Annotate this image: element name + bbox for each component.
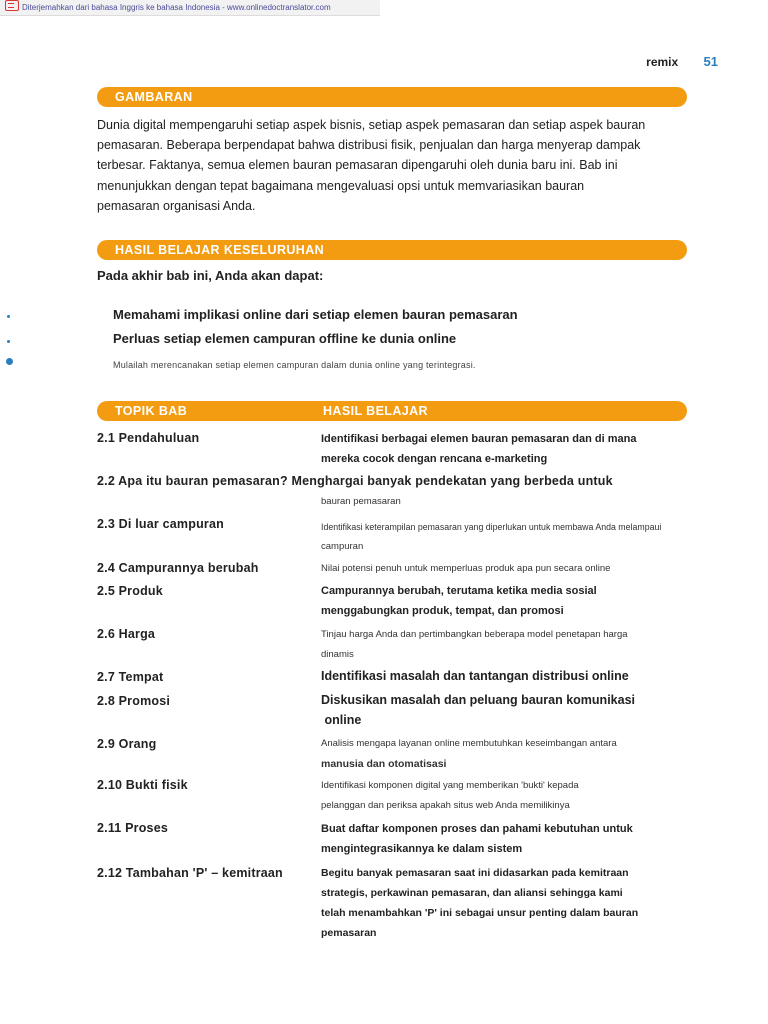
page-header: [646, 54, 718, 69]
topic-outcome-line: Diskusikan masalah dan peluang bauran komunikasi: [321, 693, 635, 707]
topic-outcome-line: bauran pemasaran: [321, 496, 401, 507]
topic-outcome-line: dinamis: [321, 649, 354, 660]
topic-title: 2.7 Tempat: [97, 670, 164, 684]
topic-outcome-line: menggabungkan produk, tempat, dan promosi: [321, 605, 564, 617]
topic-outcome: [321, 666, 691, 686]
page-number: 51: [703, 54, 718, 69]
section-title-outcomes: HASIL BELAJAR KESELURUHAN: [115, 243, 325, 257]
translator-banner[interactable]: [0, 0, 380, 16]
header-word: remix: [646, 55, 679, 69]
topic-outcome-line: Identifikasi keterampilan pemasaran yang diperlukan untuk membawa Anda melampaui: [321, 522, 662, 532]
section-title-topics: TOPIK BAB: [115, 404, 188, 418]
topic-outcome-line: mereka cocok dengan rencana e-marketing: [321, 453, 548, 465]
section-bar-topics: [97, 401, 687, 421]
bullet-dot: [6, 358, 13, 365]
topic-title: 2.9 Orang: [97, 737, 157, 751]
topic-title: 2.4 Campurannya berubah: [97, 561, 259, 575]
overview-line: terbesar. Faktanya, semua elemen bauran pemasaran dipengaruhi oleh dunia baru ini. Bab ini: [97, 158, 618, 173]
topic-outcome: [321, 559, 691, 579]
topic-outcome-line: pemasaran: [321, 927, 377, 939]
topic-outcome: [321, 517, 691, 557]
topic-title: 2.6 Harga: [97, 627, 156, 641]
topic-outcome-line: Tinjau harga Anda dan pertimbangkan beberapa model penetapan harga: [321, 629, 628, 640]
topic-outcome: [321, 734, 691, 774]
objective-item: Mulailah merencanakan setiap elemen campuran dalam dunia online yang terintegrasi.: [113, 360, 476, 370]
topic-outcome-line: strategis, perkawinan pemasaran, dan aliansi sehingga kami: [321, 887, 623, 899]
topic-outcome-line: online: [321, 713, 362, 727]
topic-outcome-line: Campurannya berubah, terutama ketika media sosial: [321, 585, 597, 597]
topic-outcome-line: Buat daftar komponen proses dan pahami kebutuhan untuk: [321, 823, 633, 835]
section-bar-outcomes: [97, 240, 687, 260]
outcomes-intro: Pada akhir bab ini, Anda akan dapat:: [97, 268, 324, 283]
section-bar-overview: [97, 87, 687, 107]
topic-outcome: [321, 625, 691, 665]
topic-outcome-line: Identifikasi berbagai elemen bauran pemasaran dan di mana: [321, 433, 637, 445]
topic-outcome-line: telah menambahkan 'P' ini sebagai unsur penting dalam bauran: [321, 907, 639, 919]
topic-outcome: [321, 429, 691, 469]
objective-item: Memahami implikasi online dari setiap elemen bauran pemasaran: [113, 307, 518, 322]
bullet-dot: [7, 340, 10, 343]
translator-banner-text: Diterjemahkan dari bahasa Inggris ke bahasa Indonesia - www.onlinedoctranslator.com: [22, 3, 331, 12]
topic-outcome-line: mengintegrasikannya ke dalam sistem: [321, 843, 523, 855]
topic-outcome: [321, 819, 691, 859]
topic-outcome-line: Begitu banyak pemasaran saat ini didasarkan pada kemitraan: [321, 867, 629, 879]
topic-outcome-line: Identifikasi masalah dan tantangan distribusi online: [321, 669, 629, 683]
section-title-learning: HASIL BELAJAR: [323, 404, 428, 418]
overview-line: pemasaran. Beberapa berpendapat bahwa distribusi fisik, penjualan dan harga menyerap dampak: [97, 138, 641, 153]
topic-title: 2.1 Pendahuluan: [97, 431, 200, 445]
topic-title: 2.5 Produk: [97, 584, 163, 598]
topic-title: 2.12 Tambahan 'P' – kemitraan: [97, 866, 283, 880]
topic-outcome: [321, 581, 691, 621]
topic-outcome-line: Analisis mengapa layanan online membutuhkan keseimbangan antara: [321, 738, 617, 749]
overview-line: menunjukkan dengan tepat bagaimana mengevaluasi opsi untuk memvariasikan bauran: [97, 178, 585, 193]
topic-outcome: [321, 863, 691, 943]
section-title-overview: GAMBARAN: [115, 90, 193, 104]
overview-line: pemasaran organisasi Anda.: [97, 198, 256, 213]
topic-title: 2.11 Proses: [97, 821, 169, 835]
topic-outcome-line: pelanggan dan periksa apakah situs web Anda memilikinya: [321, 800, 570, 811]
topic-outcome: [321, 492, 691, 512]
topic-title: 2.3 Di luar campuran: [97, 517, 224, 531]
topic-outcome-line: Identifikasi komponen digital yang memberikan 'bukti' kepada: [321, 780, 579, 791]
topic-outcome: [321, 776, 691, 816]
document-translate-icon: [5, 0, 19, 11]
overview-line: Dunia digital mempengaruhi setiap aspek bisnis, setiap aspek pemasaran dan setiap aspek bauran: [97, 118, 646, 132]
topic-outcome: [321, 690, 691, 730]
topic-outcome-line: Nilai potensi penuh untuk memperluas produk apa pun secara online: [321, 563, 611, 574]
topic-title: 2.8 Promosi: [97, 694, 171, 708]
topic-title: 2.2 Apa itu bauran pemasaran? Menghargai banyak pendekatan yang berbeda untuk: [97, 474, 613, 488]
topic-outcome-line: campuran: [321, 541, 364, 552]
objective-item: Perluas setiap elemen campuran offline ke dunia online: [113, 331, 457, 346]
overview-paragraph: [97, 115, 677, 216]
bullet-dot: [7, 315, 10, 318]
topic-title: 2.10 Bukti fisik: [97, 778, 188, 792]
topic-outcome-line: manusia dan otomatisasi: [321, 758, 447, 770]
